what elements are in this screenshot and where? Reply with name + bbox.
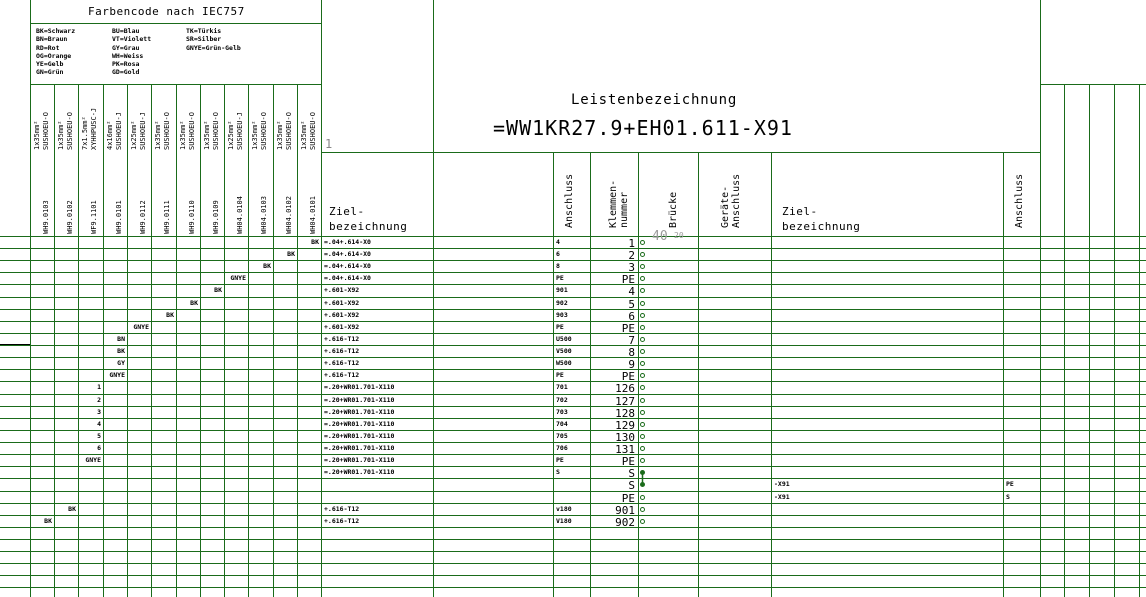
terminal-circle [640, 458, 645, 463]
terminal-number: S [628, 466, 635, 480]
connection-point: 702 [556, 396, 568, 404]
cable-id: WH9.0102 [66, 200, 74, 234]
terminal-number: 7 [628, 333, 635, 347]
core-marking: 4 [97, 420, 101, 428]
legend-column-2 [112, 27, 151, 77]
legend-title: Farbencode nach IEC757 [88, 5, 245, 18]
table-row [0, 370, 1146, 382]
core-marking: 5 [97, 432, 101, 440]
target-designation: +.616-T12 [324, 359, 360, 367]
core-marking: BK [287, 250, 295, 258]
terminal-circle [640, 252, 645, 257]
connection-point: 903 [556, 311, 568, 319]
terminal-number: 129 [615, 418, 635, 432]
terminal-number: 126 [615, 381, 635, 395]
core-marking: BK [68, 505, 76, 513]
cable-spec: SUSHOEU-J [139, 112, 147, 150]
ziel-header-right: Ziel- bezeichnung [782, 205, 861, 233]
anschluss-right-header: Anschluss [1014, 173, 1025, 228]
sheet-index: 1 [325, 137, 333, 151]
legend-entry: YE=Gelb [36, 60, 64, 69]
connection-point-right: S [1006, 493, 1010, 501]
cable-id: WH9.0101 [115, 200, 123, 234]
table-row [0, 504, 1146, 516]
terminal-number: 130 [615, 430, 635, 444]
connection-point: U500 [556, 335, 572, 343]
core-marking: GY [117, 359, 125, 367]
target-designation: =.04+.614-X0 [324, 262, 371, 270]
terminal-number: 128 [615, 406, 635, 420]
legend-entry: PK=Rosa [112, 60, 140, 69]
cable-spec: SUSHOEU-O [188, 112, 196, 150]
table-row [0, 443, 1146, 455]
table-row [0, 298, 1146, 310]
strip-designation: =WW1KR27.9+EH01.611-X91 [493, 116, 793, 140]
terminal-number: 901 [615, 503, 635, 517]
connection-point: PE [556, 371, 564, 379]
cable-id: WH9.0103 [42, 200, 50, 234]
target-designation: =.20+WR01.701-X110 [324, 468, 395, 476]
connection-point: S [556, 468, 560, 476]
core-marking: GNYE [85, 456, 101, 464]
target-designation: =.20+WR01.701-X110 [324, 444, 395, 452]
cable-id: WH04.0104 [236, 196, 244, 234]
core-marking: GNYE [109, 371, 125, 379]
core-marking: BK [44, 517, 52, 525]
target-designation: =.04+.614-X0 [324, 250, 371, 258]
table-row [0, 516, 1146, 528]
core-marking: BN [117, 335, 125, 343]
table-row [0, 322, 1146, 334]
terminal-number: PE [621, 272, 635, 286]
strip-label: Leistenbezeichnung [571, 92, 738, 108]
cable-spec: SUSHOEU-O [212, 112, 220, 150]
cable-crosssection: 1x35mm² [251, 120, 259, 150]
target-designation: =.20+WR01.701-X110 [324, 432, 395, 440]
cable-id: WH9.0111 [163, 200, 171, 234]
connection-point: 901 [556, 286, 568, 294]
terminal-number: 2 [628, 248, 635, 262]
target-designation: =.04+.614-X0 [324, 274, 371, 282]
core-marking: 6 [97, 444, 101, 452]
cable-spec: SUSHOEU-O [66, 112, 74, 150]
legend-entry: RD=Rot [36, 43, 60, 52]
connection-point: 705 [556, 432, 568, 440]
table-row [0, 261, 1146, 273]
cable-crosssection: 1x35mm² [57, 120, 65, 150]
legend-entry: WH=Weiss [112, 51, 144, 60]
target-designation: +.601-X92 [324, 299, 360, 307]
terminal-number: PE [621, 491, 635, 505]
cable-crosssection: 1x35mm² [154, 120, 162, 150]
cable-spec: SUSHOEU-O [42, 112, 50, 150]
connection-point: v180 [556, 505, 572, 513]
bridge-dot [640, 482, 645, 487]
cable-crosssection: 1x35mm² [276, 120, 284, 150]
core-marking: 3 [97, 408, 101, 416]
terminal-number: 1 [628, 236, 635, 250]
terminal-number: 9 [628, 357, 635, 371]
terminal-circle [640, 495, 645, 500]
legend-entry: GNYE=Grün-Gelb [186, 43, 241, 52]
core-marking: BK [311, 238, 319, 246]
cable-id: WH9.0110 [188, 200, 196, 234]
legend-entry: GN=Grün [36, 68, 64, 77]
terminal-number: 131 [615, 442, 635, 456]
cable-id: WH04.0103 [260, 196, 268, 234]
terminal-circle [640, 301, 645, 306]
terminal-circle [640, 361, 645, 366]
connection-point: W500 [556, 359, 572, 367]
connection-point: 701 [556, 383, 568, 391]
target-designation: +.601-X92 [324, 311, 360, 319]
connection-point-right: PE [1006, 480, 1014, 488]
target-designation: +.616-T12 [324, 347, 360, 355]
terminal-circle [640, 373, 645, 378]
target-designation: +.616-T12 [324, 335, 360, 343]
geraete-anschluss-header: Geräte- Anschluss [720, 173, 742, 228]
legend-entry: GD=Gold [112, 68, 140, 77]
cable-spec: XYHHPUSC-J [90, 107, 98, 150]
table-row [0, 382, 1146, 394]
legend-entry: OG=Orange [36, 51, 72, 60]
core-marking: GNYE [133, 323, 149, 331]
terminal-circle [640, 240, 645, 245]
target-designation: =.20+WR01.701-X110 [324, 396, 395, 404]
terminal-number: 127 [615, 394, 635, 408]
ziel-header-left: Ziel- bezeichnung [329, 205, 408, 233]
cable-id: WH04.0101 [309, 196, 317, 234]
connection-point: V180 [556, 517, 572, 525]
legend-entry: BK=Schwarz [36, 27, 76, 35]
target-designation-right: -X91 [774, 493, 790, 501]
terminal-circle [640, 446, 645, 451]
target-designation: =.20+WR01.701-X110 [324, 456, 395, 464]
table-row [0, 334, 1146, 346]
core-marking: BK [263, 262, 271, 270]
core-marking: GNYE [230, 274, 246, 282]
legend-entry: BU=Blau [112, 27, 140, 35]
table-row [0, 455, 1146, 467]
connection-point: PE [556, 456, 564, 464]
connection-point: PE [556, 274, 564, 282]
bridge-dot [640, 470, 645, 475]
cable-spec: SUSHOEU-O [309, 112, 317, 150]
table-row [0, 407, 1146, 419]
cable-crosssection: 1x25mm² [227, 120, 235, 150]
table-row [0, 273, 1146, 285]
target-designation: +.601-X92 [324, 286, 360, 294]
terminal-number: 4 [628, 284, 635, 298]
cable-id: WF9.1101 [90, 200, 98, 234]
table-row [0, 467, 1146, 479]
cable-crosssection: 1x25mm² [130, 120, 138, 150]
connection-point: 8 [556, 262, 560, 270]
cable-spec: SUSHOEU-O [260, 112, 268, 150]
target-designation-right: -X91 [774, 480, 790, 488]
table-row [0, 237, 1146, 249]
terminal-circle [640, 325, 645, 330]
cable-id: WH9.0112 [139, 200, 147, 234]
terminal-circle [640, 410, 645, 415]
table-row [0, 346, 1146, 358]
table-row [0, 479, 1146, 491]
terminal-number: PE [621, 321, 635, 335]
target-designation: +.616-T12 [324, 505, 360, 513]
table-row [0, 431, 1146, 443]
core-marking: BK [190, 299, 198, 307]
core-marking: BK [166, 311, 174, 319]
cable-spec: SUSHOEU-J [236, 112, 244, 150]
table-row [0, 492, 1146, 504]
legend-entry: VT=Violett [112, 35, 152, 44]
connection-point: 6 [556, 250, 560, 258]
terminal-circle [640, 434, 645, 439]
ghost-annotation: 40 [652, 229, 668, 244]
terminal-circle [640, 288, 645, 293]
cable-spec: SUSHOEU-J [115, 112, 123, 150]
target-designation: =.20+WR01.701-X110 [324, 420, 395, 428]
terminal-circle [640, 264, 645, 269]
cable-crosssection: 1x35mm² [33, 120, 41, 150]
core-marking: 2 [97, 396, 101, 404]
terminal-number: PE [621, 369, 635, 383]
cable-crosssection: 1x35mm² [203, 120, 211, 150]
connection-point: 704 [556, 420, 568, 428]
terminal-number: 6 [628, 309, 635, 323]
core-marking: BK [117, 347, 125, 355]
klemmennummer-header: Klemmen- nummer [608, 179, 630, 228]
table-row [0, 249, 1146, 261]
cable-crosssection: 1x35mm² [300, 120, 308, 150]
core-marking: 1 [97, 383, 101, 391]
table-row [0, 358, 1146, 370]
target-designation: +.616-T12 [324, 517, 360, 525]
cable-crosssection: 1x35mm² [179, 120, 187, 150]
terminal-circle [640, 349, 645, 354]
target-designation: =.20+WR01.701-X110 [324, 383, 395, 391]
connection-point: PE [556, 323, 564, 331]
table-row [0, 285, 1146, 297]
cable-spec: SUSHOEU-O [285, 112, 293, 150]
connection-point: 4 [556, 238, 560, 246]
terminal-number: 8 [628, 345, 635, 359]
terminal-number: 902 [615, 515, 635, 529]
connection-point: 703 [556, 408, 568, 416]
target-designation: +.601-X92 [324, 323, 360, 331]
terminal-number: 5 [628, 297, 635, 311]
terminal-number: S [628, 478, 635, 492]
terminal-circle [640, 276, 645, 281]
anschluss-header: Anschluss [564, 173, 575, 228]
legend-column-1 [36, 27, 75, 77]
terminal-number: 3 [628, 260, 635, 274]
terminal-circle [640, 422, 645, 427]
legend-entry: TK=Türkis [186, 27, 222, 35]
cable-spec: SUSHOEU-O [163, 112, 171, 150]
terminal-circle [640, 337, 645, 342]
table-row [0, 419, 1146, 431]
cable-id: WH9.0109 [212, 200, 220, 234]
legend-entry: BN=Braun [36, 35, 68, 44]
connection-point: 902 [556, 299, 568, 307]
table-row [0, 395, 1146, 407]
cable-id: WH04.0102 [285, 196, 293, 234]
terminal-circle [640, 385, 645, 390]
connection-point: V500 [556, 347, 572, 355]
legend-entry: GY=Grau [112, 43, 140, 52]
target-designation: +.616-T12 [324, 371, 360, 379]
cable-crosssection: 7x1.5mm² [81, 116, 89, 150]
target-designation: =.20+WR01.701-X110 [324, 408, 395, 416]
terminal-circle [640, 398, 645, 403]
core-marking: BK [214, 286, 222, 294]
terminal-number: PE [621, 454, 635, 468]
cable-crosssection: 4x16mm² [106, 120, 114, 150]
terminal-circle [640, 313, 645, 318]
ghost-annotation-sub: 20 [674, 231, 684, 240]
legend-column-3 [186, 27, 241, 52]
target-designation: =.04+.614-X0 [324, 238, 371, 246]
bruecke-header: Brücke [668, 191, 679, 228]
connection-point: 706 [556, 444, 568, 452]
terminal-circle [640, 507, 645, 512]
legend-entry: SR=Silber [186, 35, 222, 44]
terminal-circle [640, 519, 645, 524]
